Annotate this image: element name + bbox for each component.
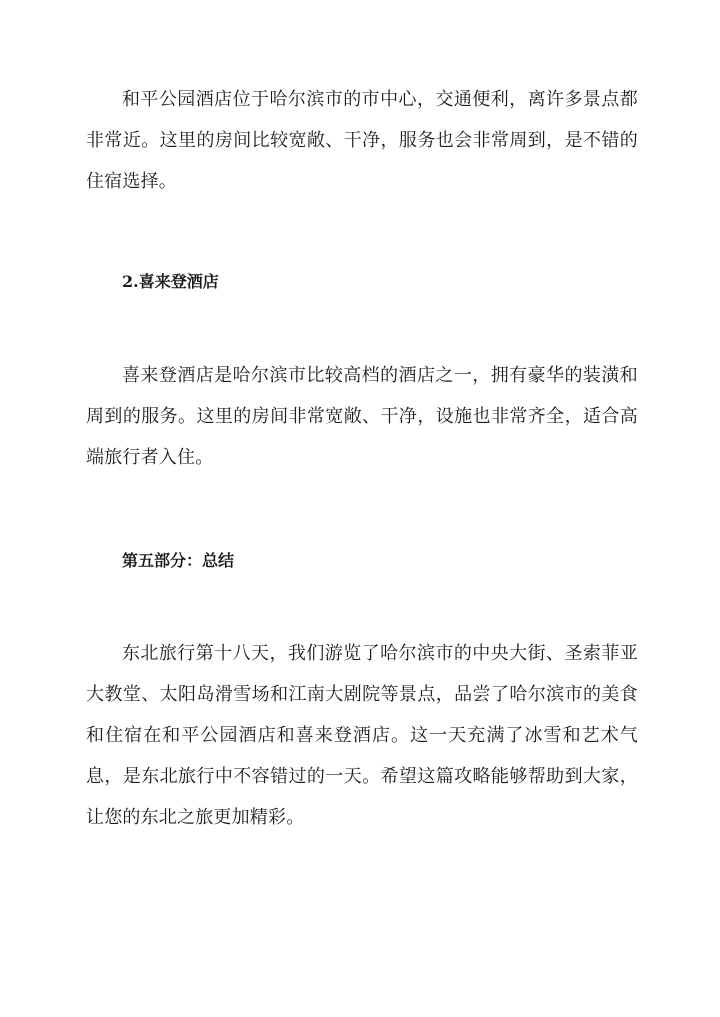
paragraph-xilaideng-hotel: 喜来登酒店是哈尔滨市比较高档的酒店之一，拥有豪华的装潢和周到的服务。这里的房间非常宽敞、干净，设施也非常齐全，适合高端旅行者入住。 bbox=[86, 365, 638, 468]
heading-xilaideng-hotel: 2.喜来登酒店 bbox=[122, 272, 219, 291]
paragraph-heping-hotel: 和平公园酒店位于哈尔滨市的市中心，交通便利，离许多景点都非常近。这里的房间比较宽敞、干净，服务也会非常周到，是不错的住宿选择。 bbox=[86, 89, 638, 192]
paragraph-summary: 东北旅行第十八天，我们游览了哈尔滨市的中央大街、圣索菲亚大教堂、太阳岛滑雪场和江南大剧院等景点，品尝了哈尔滨市的美食和住宿在和平公园酒店和喜来登酒店。这一天充满了冰雪和艺术气息，是东北旅行中不容错过的一天。希望这篇攻略能够帮助到大家，让您的东北之旅更加精彩。 bbox=[86, 643, 638, 828]
heading-summary: 第五部分：总结 bbox=[122, 551, 235, 570]
